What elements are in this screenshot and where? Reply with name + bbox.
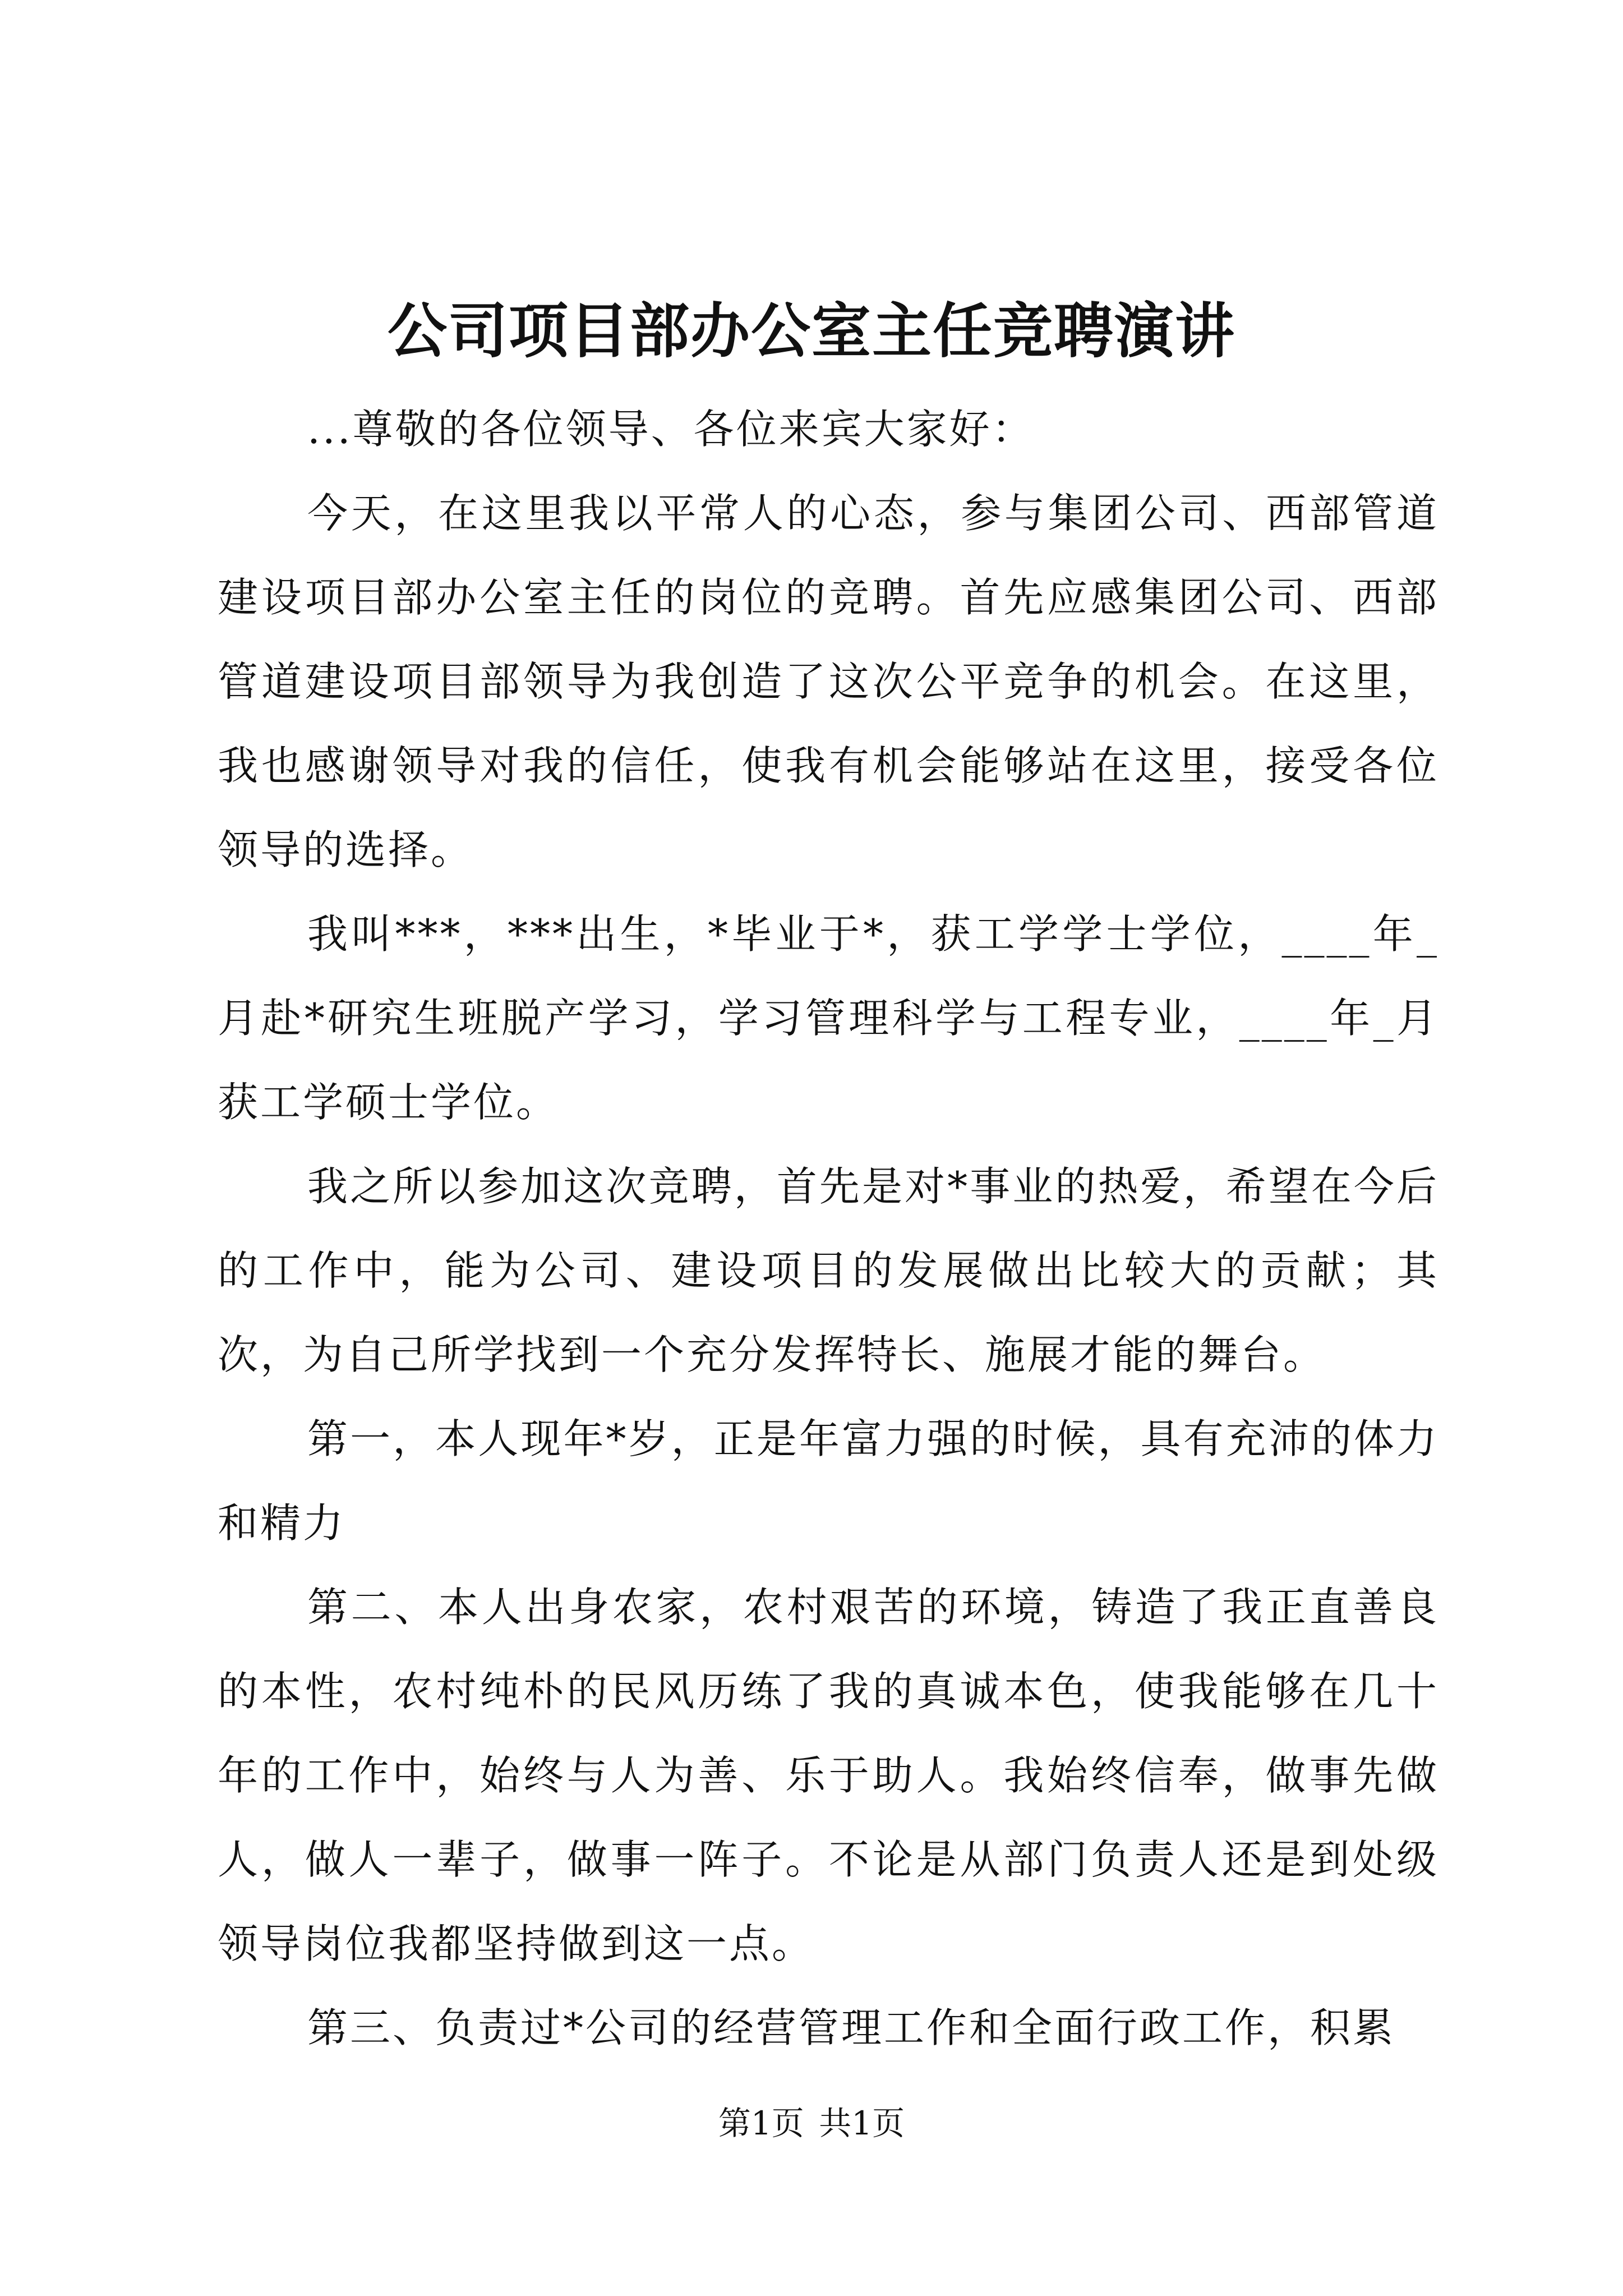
body-paragraph: 我叫***，***出生，*毕业于*，获工学学士学位，____年_月赴*研究生班脱产学习，学习管理科学与工程专业，____年_月获工学硕士学位。 [218,910,1439,1126]
page-total: 共1页 [819,2104,905,2142]
body-paragraph: 第三、负责过*公司的经营管理工作和全面行政工作，积累 [307,2004,1396,2051]
page-footer [0,2101,1623,2146]
document-body [218,387,1439,2070]
salutation-paragraph: ...尊敬的各位领导、各位来宾大家好： [307,406,1035,453]
document-title: 公司项目部办公室主任竞聘演讲 [388,296,1235,366]
page-number: 第1页 [718,2104,804,2142]
body-paragraph: 我之所以参加这次竞聘，首先是对*事业的热爱，希望在今后的工作中，能为公司、建设项目的发展做出比较大的贡献；其次，为自己所学找到一个充分发挥特长、施展才能的舞台。 [218,1163,1439,1378]
body-paragraph: 今天，在这里我以平常人的心态，参与集团公司、西部管道建设项目部办公室主任的岗位的竞聘。首先应感集团公司、西部管道建设项目部领导为我创造了这次公平竞争的机会。在这里，我也感谢领导对我的信任，使我有机会能够站在这里，接受各位领导的选择。 [218,490,1439,873]
body-paragraph: 第二、本人出身农家，农村艰苦的环境，铸造了我正直善良的本性，农村纯朴的民风历练了我的真诚本色，使我能够在几十年的工作中，始终与人为善、乐于助人。我始终信奉，做事先做人，做人一辈子，做事一阵子。不论是从部门负责人还是到处级领导岗位我都坚持做到这一点。 [218,1584,1439,1967]
body-paragraph: 第一，本人现年*岁，正是年富力强的时候，具有充沛的体力和精力 [218,1415,1439,1547]
